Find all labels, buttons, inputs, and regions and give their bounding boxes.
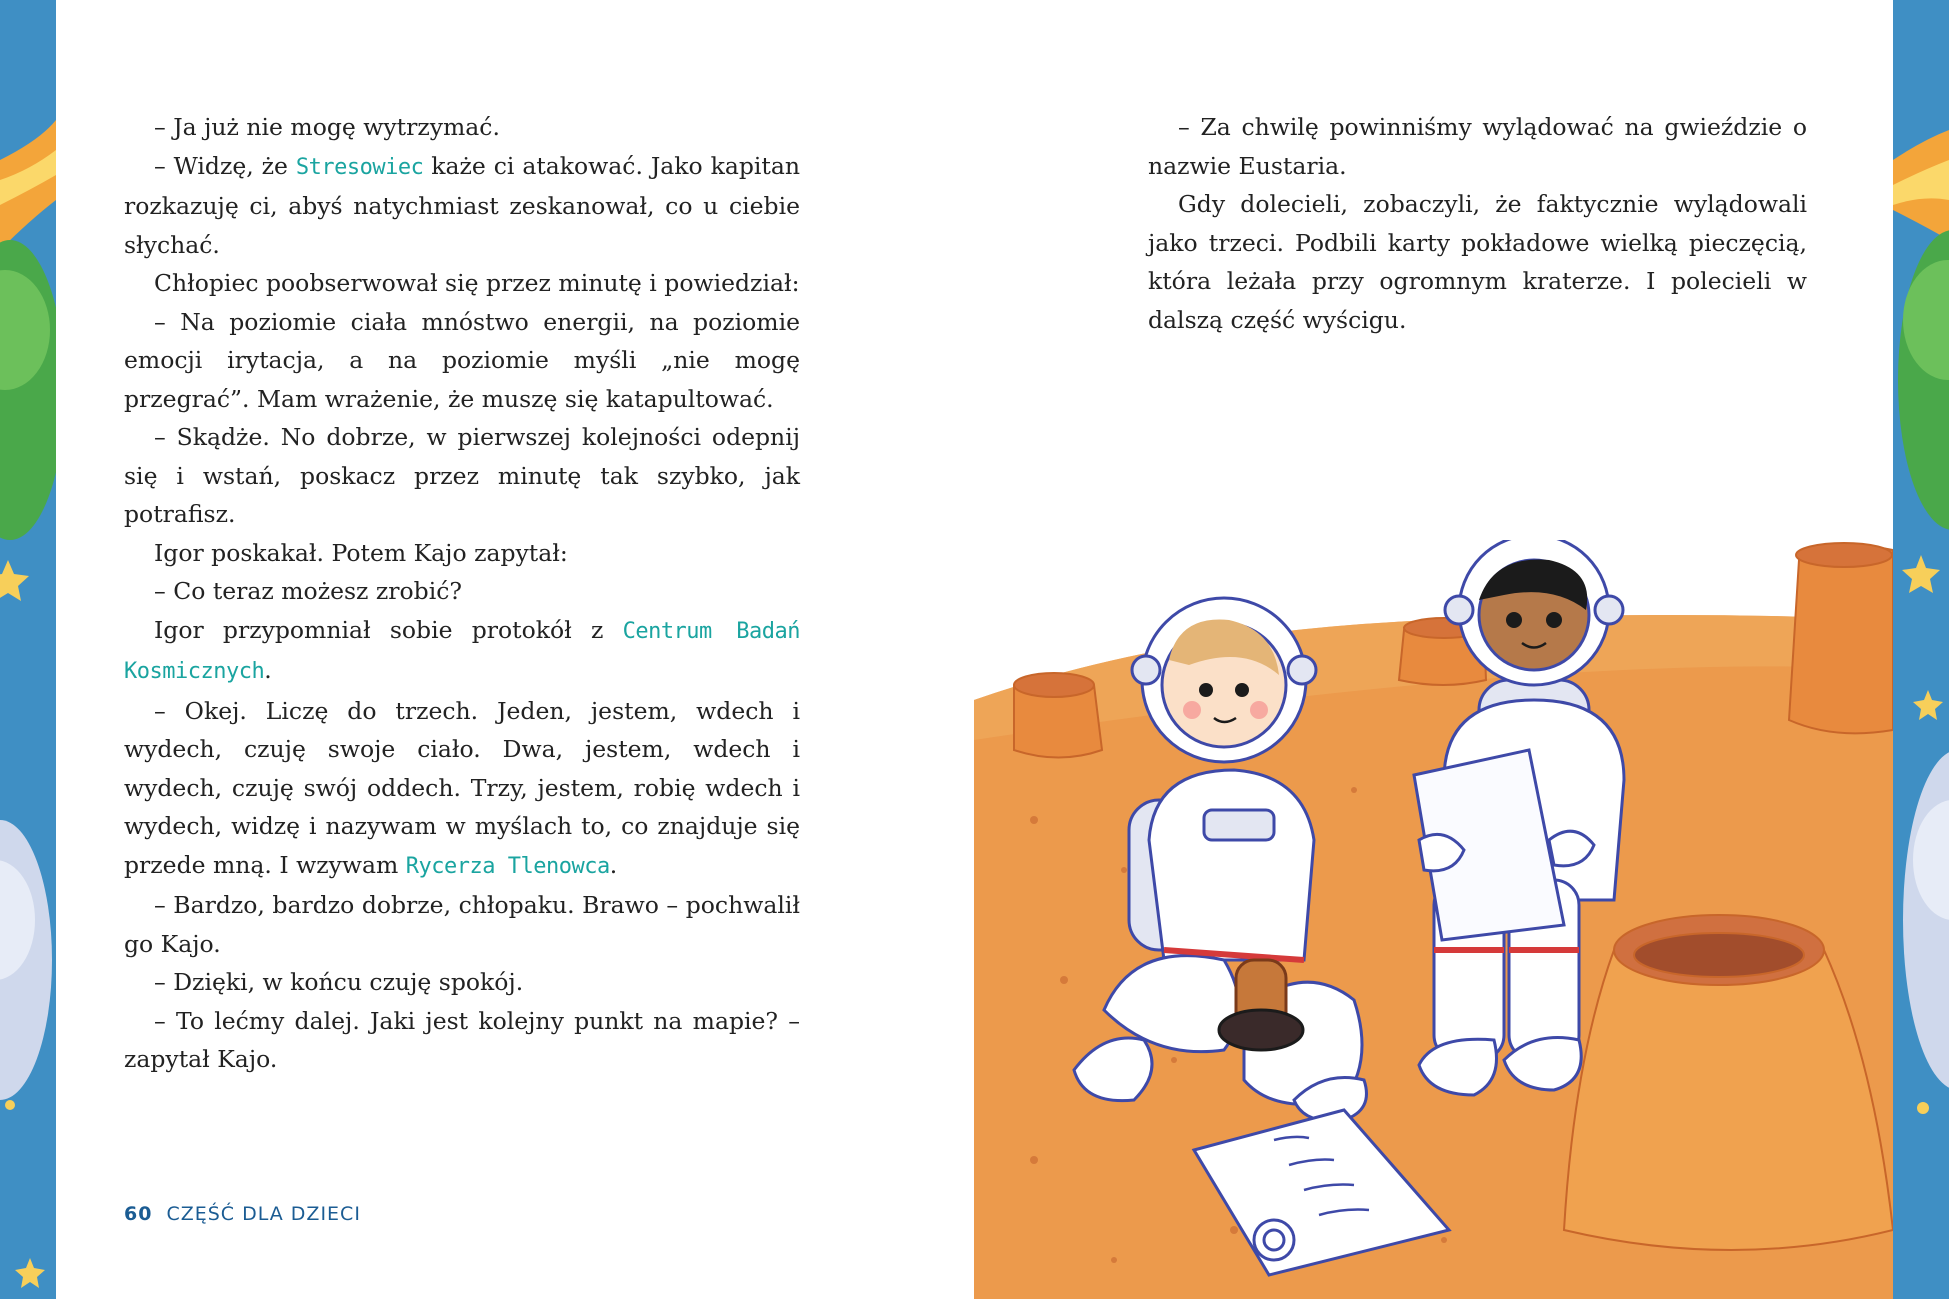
paragraph-p2	[124, 147, 800, 265]
paragraph-text: każe ci atakować. Jako kapitan rozkazuję ci, abyś natychmiast zeskanował, co u ciebie słychać.	[124, 151, 800, 259]
paragraph-text: – Ja już nie mogę wytrzymać.	[154, 113, 500, 141]
paragraph-p7	[124, 572, 800, 611]
paragraph-text: – Okej. Liczę do trzech. Jeden, jestem, wdech i wydech, czuję swoje ciało. Dwa, jestem, wdech i wydech, czuję swój oddech. Trzy, jestem, robię wdech i wydech, widzę i nazywam w myślach to, co znajduje się przede mną. I wzywam	[124, 696, 800, 879]
paragraph-p9	[124, 692, 800, 887]
paragraph-text: – To lećmy dalej. Jaki jest kolejny punkt na mapie? – zapytał Kajo.	[124, 1006, 800, 1073]
paragraph-text: – Dzięki, w końcu czuję spokój.	[154, 968, 524, 996]
paragraph-r2	[1148, 185, 1807, 339]
crater-left	[1014, 673, 1102, 758]
paragraph-p6	[124, 534, 800, 573]
paragraph-text: – Skądże. No dobrze, w pierwszej kolejności odepnij się i wstań, poskacz przez minutę tak szybko, jak potrafisz.	[124, 423, 800, 528]
paragraph-text: .	[609, 850, 618, 879]
highlighted-term: Rycerza Tlenowca	[405, 853, 610, 879]
paragraph-text: Igor przypomniał sobie protokół z	[154, 615, 623, 644]
astronauts-illustration	[974, 540, 1893, 1299]
crater-right	[1789, 543, 1893, 733]
page-number: 60	[124, 1203, 153, 1225]
paragraph-text: – Bardzo, bardzo dobrze, chłopaku. Brawo – pochwalił go Kajo.	[124, 891, 800, 958]
paragraph-text: .	[264, 656, 272, 684]
paragraph-p12	[124, 1002, 800, 1079]
right-body-text	[1148, 108, 1807, 339]
left-page	[56, 0, 974, 1299]
section-title: CZĘŚĆ DLA DZIECI	[166, 1203, 361, 1225]
paragraph-text: Chłopiec poobserwował się przez minutę i powiedział:	[154, 269, 800, 297]
paragraph-p1	[124, 108, 800, 147]
paragraph-text: – Na poziomie ciała mnóstwo energii, na poziomie emocji irytacja, a na poziomie myśli „nie mogę przegrać”. Mam wrażenie, że muszę się katapultować.	[124, 307, 800, 413]
paragraph-text: Gdy dolecieli, zobaczyli, że faktycznie wylądowali jako trzeci. Podbili karty pokładowe wielką pieczęcią, która leżała przy ogromnym kraterze. I polecieli w dalszą część wyścigu.	[1148, 190, 1807, 334]
page-footer	[124, 1203, 361, 1225]
paragraph-r1	[1148, 108, 1807, 185]
paragraph-p10	[124, 886, 800, 963]
paragraph-text: – Widzę, że	[154, 151, 296, 180]
highlighted-term: Stresowiec	[295, 154, 424, 180]
paragraph-p8	[124, 611, 800, 692]
left-edge-decoration	[0, 0, 56, 1299]
paragraph-text: – Co teraz możesz zrobić?	[154, 577, 462, 605]
paragraph-p4	[124, 303, 800, 419]
right-page	[974, 0, 1893, 1299]
left-body-text	[124, 108, 800, 1079]
paragraph-text: Igor poskakał. Potem Kajo zapytał:	[154, 538, 568, 567]
paragraph-p3	[124, 264, 800, 303]
highlighted-term: Centrum Badań Kosmicznych	[124, 618, 801, 684]
paragraph-text: – Za chwilę powinniśmy wylądować na gwieździe o nazwie Eustaria.	[1148, 113, 1807, 180]
paragraph-p5	[124, 418, 800, 534]
right-edge-decoration	[1893, 0, 1949, 1299]
paragraph-p11	[124, 963, 800, 1002]
